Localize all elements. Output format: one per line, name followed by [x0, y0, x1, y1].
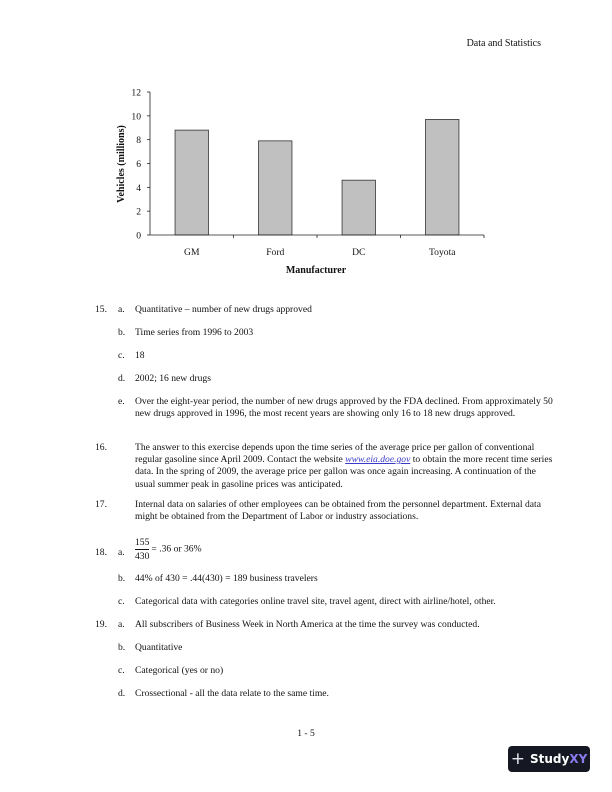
part-letter: a. — [118, 547, 125, 558]
eia-website-link[interactable]: www.eia.doe.gov — [345, 454, 411, 466]
question-number: 18. — [95, 547, 107, 558]
bars — [175, 119, 459, 235]
part-letter: d. — [118, 373, 126, 384]
answer-text: Time series from 1996 to 2003 — [135, 327, 254, 338]
chart-canvas — [0, 0, 612, 290]
answer-text-part: to obtain the more recent time series data. In the spring of 2009, the average price per gallon was once again increasing. A continuation of the usual summer peak in gasoline prices was anticipated. — [135, 454, 553, 490]
part-letter: b. — [118, 573, 126, 584]
numerator: 155 — [135, 537, 150, 548]
y-tick-label: 2 — [136, 206, 141, 218]
page-number: 1 - 5 — [297, 728, 315, 739]
answer-text: Categorical data with categories online travel site, travel agent, direct with airline/hotel, other. — [135, 596, 496, 607]
answer-text: Quantitative – number of new drugs approved — [135, 304, 312, 315]
question-number: 17. — [95, 499, 107, 510]
answer-text: Crossectional - all the data relate to the same time. — [135, 688, 329, 699]
part-letter: a. — [118, 304, 125, 315]
brand-accent: XY — [569, 752, 588, 766]
answer-text: Internal data on salaries of other employees can be obtained from the personnel department. External data might be obtained from the Department of Labor or industry associations. — [135, 499, 541, 523]
bar-toyota — [426, 119, 459, 235]
answer-text — [135, 442, 555, 491]
plus-icon: + — [510, 748, 525, 769]
answer-text: 44% of 430 = .44(430) = 189 business travelers — [135, 573, 318, 584]
part-letter: d. — [118, 688, 126, 699]
bar-ford — [259, 141, 292, 235]
fraction — [135, 536, 149, 563]
answer-text: Over the eight-year period, the number of new drugs approved by the FDA declined. From approximately 50 new drugs approved in 1996, the most recent years are showing only 16 to 18 new drugs approved. — [135, 396, 553, 420]
question-number: 16. — [95, 442, 107, 453]
bar-chart — [0, 0, 612, 290]
answer-text: 18 — [135, 350, 145, 361]
y-tick-label: 6 — [136, 159, 141, 170]
y-tick-label: 10 — [131, 111, 141, 123]
question-number: 15. — [95, 304, 107, 315]
x-category-label: GM — [184, 247, 200, 258]
answer-text: Quantitative — [135, 642, 183, 653]
part-letter: a. — [118, 619, 125, 630]
y-tick-label: 0 — [136, 230, 141, 242]
question-number: 19. — [95, 619, 107, 630]
part-letter: c. — [118, 596, 125, 607]
formula-result: = .36 or 36% — [151, 543, 202, 555]
y-tick-label: 12 — [131, 87, 141, 99]
answer-text: All subscribers of Business Week in North America at the time the survey was conducted. — [135, 619, 480, 630]
brand-main: Study — [529, 752, 570, 766]
x-category-label: Ford — [266, 247, 285, 258]
answer-text: Categorical (yes or no) — [135, 665, 224, 676]
part-letter: b. — [118, 642, 126, 653]
answer-text-part: The answer to this exercise depends upon the time series of the average price per gallon of conventional regular gasoline since April 2009. Contact the website — [135, 442, 535, 466]
denominator: 430 — [135, 551, 150, 562]
x-axis-label: Manufacturer — [285, 265, 347, 276]
part-letter: c. — [118, 350, 125, 361]
answer-text: 2002; 16 new drugs — [135, 373, 211, 384]
answer-formula — [135, 536, 555, 563]
x-category-label: Toyota — [428, 247, 456, 258]
running-header: Data and Statistics — [466, 38, 541, 49]
bar-gm — [175, 130, 208, 235]
studyxy-watermark[interactable] — [508, 746, 590, 772]
y-tick-label: 8 — [136, 135, 141, 147]
y-axis-label: Vehicles (millions) — [116, 125, 127, 203]
part-letter: b. — [118, 327, 126, 338]
part-letter: c. — [118, 665, 125, 676]
y-tick-label: 4 — [136, 182, 141, 194]
part-letter: e. — [118, 396, 125, 407]
y-axis-ticks — [131, 88, 150, 242]
bar-dc — [342, 180, 375, 235]
x-category-label: DC — [352, 247, 366, 258]
x-axis-categories — [184, 235, 484, 258]
